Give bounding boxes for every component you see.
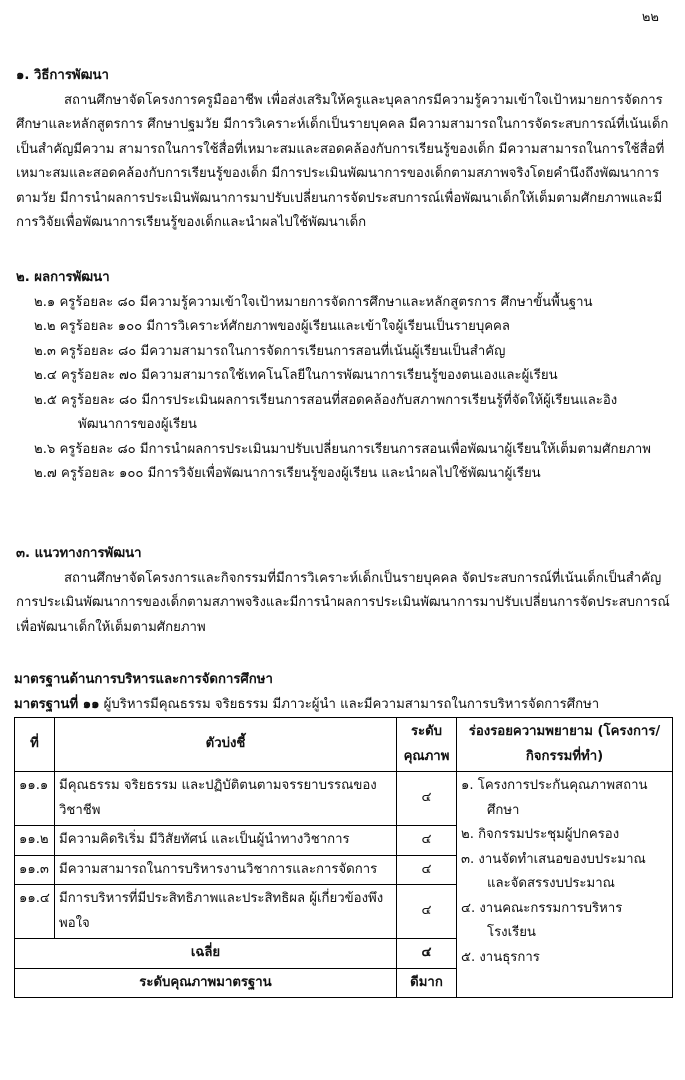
list-item: ๔. งานคณะกรรมการบริหารโรงเรียน: [461, 900, 623, 940]
results-list: [16, 291, 672, 487]
list-item: ๑. โครงการประกันคุณภาพสถานศึกษา: [461, 778, 648, 818]
header-no: ที่: [15, 718, 55, 772]
row-level: ๔: [397, 885, 457, 939]
header-evidence: ร่องรอยความพยายาม (โครงการ/กิจกรรมที่ทำ): [457, 718, 673, 772]
quality-label: ระดับคุณภาพมาตรฐาน: [15, 968, 397, 998]
list-item: ๒.๕ ครูร้อยละ ๘๐ มีการประเมินผลการเรียนการสอนที่สอดคล้องกับสภาพการเรียนรู้ที่จัดให้ผู้เรียนและอิงพัฒนาการของผู้เรียน: [34, 392, 618, 432]
list-item: ๕. งานธุรการ: [461, 949, 540, 965]
list-item: ๒.๖ ครูร้อยละ ๘๐ มีการนำผลการประเมินมาปรับเปลี่ยนการเรียนการสอนเพื่อพัฒนาผู้เรียนให้เต็มตามศักยภาพ: [34, 441, 651, 457]
section-paragraph: สถานศึกษาจัดโครงการและกิจกรรมที่มีการวิเคราะห์เด็กเป็นรายบุคคล จัดประสบการณ์ที่เน้นเด็กเป็นสำคัญ การประเมินพัฒนาการของเด็กตามสภาพจริงและมีการนำผลการประเมินพัฒนาการมาปรับเปลี่ยนการจัดประสบการณ์เพื่อพัฒนาเด็กให้เต็มตามศักยภาพ: [16, 570, 670, 635]
quality-value: ดีมาก: [397, 968, 457, 998]
row-level: ๔: [397, 826, 457, 856]
standard-block: [14, 668, 672, 998]
header-indicator: ตัวบ่งชี้: [55, 718, 397, 772]
list-item: ๒.๒ ครูร้อยละ ๑๐๐ มีการวิเคราะห์ศักยภาพของผู้เรียนและเข้าใจผู้เรียนเป็นรายบุคคล: [34, 319, 510, 334]
row-indicator: มีความคิดริเริ่ม มีวิสัยทัศน์ และเป็นผู้นำทางวิชาการ: [55, 826, 397, 856]
header-level: ระดับคุณภาพ: [397, 718, 457, 772]
page-number: ๒๒: [641, 10, 659, 25]
row-indicator: มีความสามารถในการบริหารงานวิชาการและการจัดการ: [55, 855, 397, 885]
row-level: ๔: [397, 772, 457, 826]
average-value: ๔: [397, 939, 457, 969]
table-header-row: [15, 718, 673, 772]
standard-description: ผู้บริหารมีคุณธรรม จริยธรรม มีภาวะผู้นำ และมีความสามารถในการบริหารจัดการศึกษา: [99, 696, 600, 712]
average-label: เฉลี่ย: [15, 939, 397, 969]
row-level: ๔: [397, 855, 457, 885]
list-item: ๒.๔ ครูร้อยละ ๗๐ มีความสามารถใช้เทคโนโลยีในการพัฒนาการเรียนรู้ของตนเองและผู้เรียน: [34, 368, 558, 383]
row-no: ๑๑.๑: [15, 772, 55, 826]
section-development-results: [16, 266, 672, 487]
list-item: ๒.๓ ครูร้อยละ ๘๐ มีความสามารถในการจัดการเรียนการสอนที่เน้นผู้เรียนเป็นสำคัญ: [34, 343, 506, 359]
list-item: ๒. กิจกรรมประชุมผู้ปกครอง: [461, 827, 620, 842]
section-development-method: [16, 64, 672, 236]
standard-title: [14, 693, 672, 718]
section-heading: ๓. แนวทางการพัฒนา: [16, 546, 142, 561]
standard-table: [14, 717, 673, 998]
row-no: ๑๑.๒: [15, 826, 55, 856]
row-no: ๑๑.๔: [15, 885, 55, 939]
list-item: ๓. งานจัดทำเสนอของบประมาณและจัดสรรงบประมาณ: [461, 851, 646, 891]
list-item: ๒.๗ ครูร้อยละ ๑๐๐ มีการวิจัยเพื่อพัฒนาการเรียนรู้ของผู้เรียน และนำผลไปใช้พัฒนาผู้เรียน: [34, 466, 541, 481]
row-indicator: มีคุณธรรม จริยธรรม และปฏิบัติตนตามจรรยาบรรณของวิชาชีพ: [55, 772, 397, 826]
section-paragraph: สถานศึกษาจัดโครงการครูมืออาชีพ เพื่อส่งเสริมให้ครูและบุคลากรมีความรู้ความเข้าใจเป้าหมายการจัดการศึกษาและหลักสูตรการ ศึกษาปฐมวัย มีการวิเคราะห์เด็กเป็นรายบุคคล มีความสามารถในการจัดระสบการณ์ที่เน้นเด็กเป็นสำคัญมีความ สามารถในการใช้สื่อที่เหมาะสมและสอดคล้องกับการเรียนรู้ของเด็ก มีความสามารถในการใช้สื่อที่เหมาะสมและสอดคล้องกับการเรียนรู้ของเด็ก มีการประเมินพัฒนาการของเด็กตามสภาพจริงโดยคำนึงถึงพัฒนาการตามวัย มีการนำผลการประเมินพัฒนาการมาปรับเปลี่ยนการจัดประสบการณ์เพื่อพัฒนาเด็กให้เต็มตามศักยภาพและมีการวิจัยเพื่อพัฒนาการเรียนรู้ของเด็กและนำผลไปใช้พัฒนาเด็ก: [16, 92, 669, 230]
standard-group-heading: มาตรฐานด้านการบริหารและการจัดการศึกษา: [14, 672, 273, 687]
evidence-cell: [457, 772, 673, 998]
list-item: ๒.๑ ครูร้อยละ ๘๐ มีความรู้ความเข้าใจเป้าหมายการจัดการศึกษาและหลักสูตรการ ศึกษาขั้นพื้นฐาน: [34, 294, 593, 310]
row-no: ๑๑.๓: [15, 855, 55, 885]
section-development-approach: [16, 542, 672, 640]
section-heading: ๒. ผลการพัฒนา: [16, 270, 110, 285]
section-heading: ๑. วิธีการพัฒนา: [16, 68, 109, 83]
table-row: [15, 772, 673, 826]
project-list: [461, 774, 668, 970]
row-indicator: มีการบริหารที่มีประสิทธิภาพและประสิทธิผล ผู้เกี่ยวข้องพึงพอใจ: [55, 885, 397, 939]
standard-label: มาตรฐานที่ ๑๑: [14, 696, 100, 712]
